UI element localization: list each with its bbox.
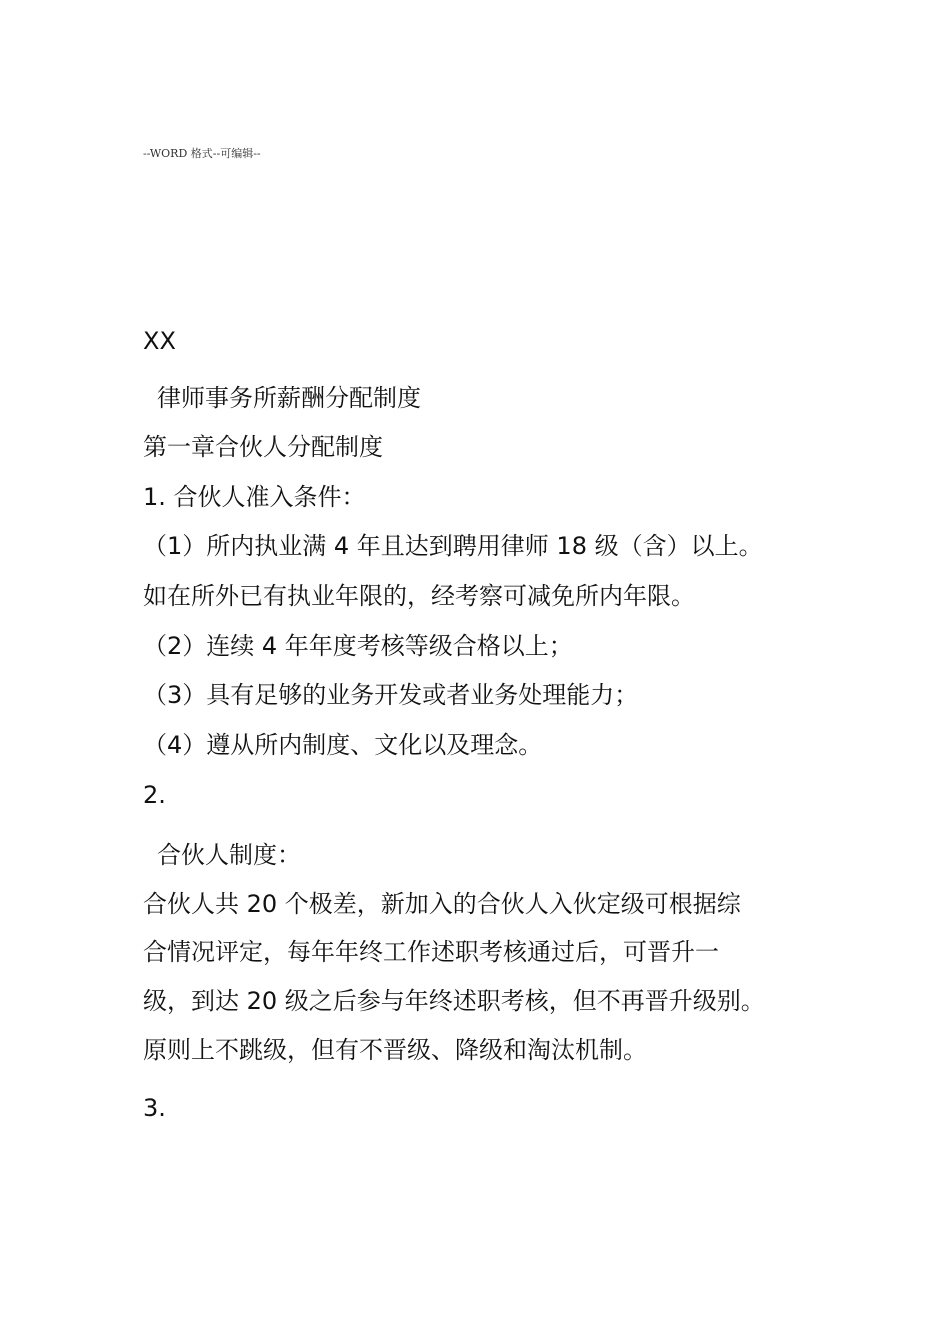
condition-3: （3）具有足够的业务开发或者业务处理能力； [143, 681, 639, 709]
page-header: --WORD 格式--可编辑-- [143, 147, 261, 160]
paragraph-line-2: 合情况评定，每年年终工作述职考核通过后，可晋升一 [143, 938, 719, 966]
condition-4: （4）遵从所内制度、文化以及理念。 [143, 731, 543, 759]
section-heading-2: 合伙人制度： [157, 841, 301, 869]
condition-1-line-2: 如在所外已有执业年限的，经考察可减免所内年限。 [143, 582, 695, 610]
section-heading-1: 1. 合伙人准入条件： [143, 483, 366, 511]
paragraph-line-4: 原则上不跳级，但有不晋级、降级和淘汰机制。 [143, 1036, 647, 1064]
organization-name: XX [143, 327, 176, 355]
condition-1-line-1: （1）所内执业满 4 年且达到聘用律师 18 级（含）以上。 [143, 532, 763, 560]
chapter-heading: 第一章合伙人分配制度 [143, 433, 383, 461]
document-title: 律师事务所薪酬分配制度 [157, 384, 421, 412]
paragraph-line-1: 合伙人共 20 个极差，新加入的合伙人入伙定级可根据综 [143, 890, 741, 918]
section-number-2: 2. [143, 781, 166, 809]
condition-2: （2）连续 4 年年度考核等级合格以上； [143, 632, 573, 660]
paragraph-line-3: 级，到达 20 级之后参与年终述职考核，但不再晋升级别。 [143, 987, 765, 1015]
section-number-3: 3. [143, 1094, 166, 1122]
